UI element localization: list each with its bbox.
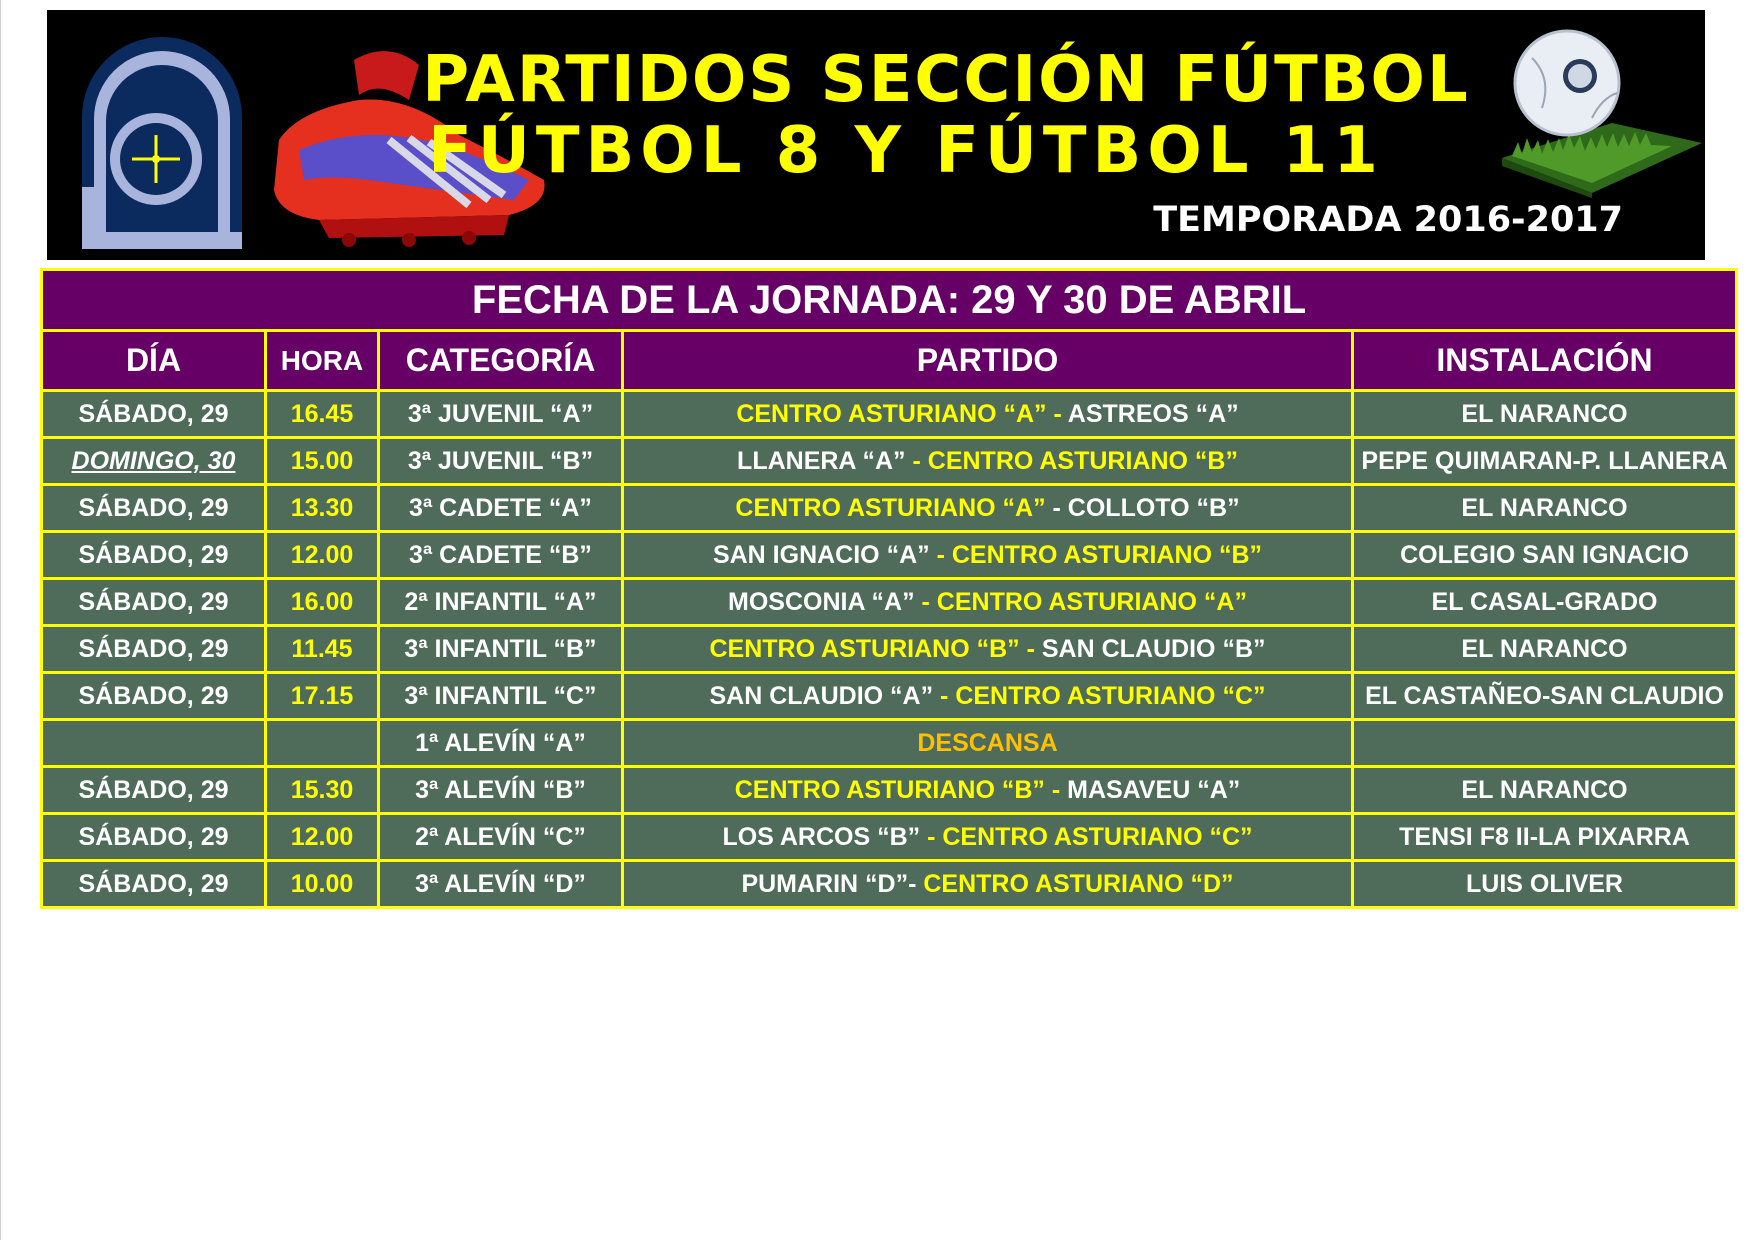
cell-instalacion: EL NARANCO xyxy=(1353,391,1737,438)
match-home-team: LLANERA “A” xyxy=(737,446,913,475)
schedule-table xyxy=(40,268,1738,909)
cell-categoria: 3ª INFANTIL “C” xyxy=(379,673,623,720)
cell-dia: SÁBADO, 29 xyxy=(42,814,266,861)
cell-dia: SÁBADO, 29 xyxy=(42,626,266,673)
football-on-grass-icon xyxy=(1492,28,1705,198)
cell-categoria: 3ª INFANTIL “B” xyxy=(379,626,623,673)
table-row xyxy=(42,720,1737,767)
title-line-2: FÚTBOL 8 Y FÚTBOL 11 xyxy=(428,114,1384,188)
table-row xyxy=(42,814,1737,861)
matchday-date-header: FECHA DE LA JORNADA: 29 Y 30 DE ABRIL xyxy=(42,270,1737,331)
cell-hora: 16.00 xyxy=(266,579,379,626)
cell-partido xyxy=(623,767,1353,814)
cell-categoria: 2ª ALEVÍN “C” xyxy=(379,814,623,861)
cell-categoria: 3ª ALEVÍN “B” xyxy=(379,767,623,814)
cell-hora: 16.45 xyxy=(266,391,379,438)
cell-instalacion: TENSI F8 II-LA PIXARRA xyxy=(1353,814,1737,861)
cell-categoria: 3ª JUVENIL “A” xyxy=(379,391,623,438)
match-away-team: MASAVEU “A” xyxy=(1060,775,1241,804)
cell-partido xyxy=(623,438,1353,485)
cell-partido xyxy=(623,814,1353,861)
match-home-team: CENTRO ASTURIANO “A” - xyxy=(736,399,1062,428)
table-row xyxy=(42,485,1737,532)
cell-hora xyxy=(266,720,379,767)
table-row xyxy=(42,579,1737,626)
match-away-team: - CENTRO ASTURIANO “B” xyxy=(912,446,1238,475)
table-row xyxy=(42,673,1737,720)
cell-instalacion: COLEGIO SAN IGNACIO xyxy=(1353,532,1737,579)
cell-instalacion: EL NARANCO xyxy=(1353,767,1737,814)
cell-categoria: 2ª INFANTIL “A” xyxy=(379,579,623,626)
header-banner xyxy=(47,10,1705,260)
cell-dia: DOMINGO, 30 xyxy=(42,438,266,485)
match-away-team: - CENTRO ASTURIANO “B” xyxy=(936,540,1263,569)
cell-categoria: 1ª ALEVÍN “A” xyxy=(379,720,623,767)
cell-partido-rest: DESCANSA xyxy=(623,720,1353,767)
table-row xyxy=(42,391,1737,438)
match-home-team: CENTRO ASTURIANO “B” - xyxy=(734,775,1061,804)
title-line-1: PARTIDOS SECCIÓN FÚTBOL xyxy=(422,43,1470,117)
table-row xyxy=(42,626,1737,673)
cell-categoria: 3ª ALEVÍN “D” xyxy=(379,861,623,908)
cell-partido xyxy=(623,485,1353,532)
cell-dia: SÁBADO, 29 xyxy=(42,861,266,908)
match-home-team: SAN CLAUDIO “A” xyxy=(709,681,941,710)
cell-dia: SÁBADO, 29 xyxy=(42,391,266,438)
match-home-team: MOSCONIA “A” xyxy=(728,587,922,616)
cell-hora: 13.30 xyxy=(266,485,379,532)
column-header-dia: DÍA xyxy=(42,331,266,391)
cell-hora: 17.15 xyxy=(266,673,379,720)
cell-partido xyxy=(623,579,1353,626)
cell-instalacion: EL CASAL-GRADO xyxy=(1353,579,1737,626)
cell-instalacion: PEPE QUIMARAN-P. LLANERA xyxy=(1353,438,1737,485)
cell-dia xyxy=(42,720,266,767)
cell-instalacion: EL NARANCO xyxy=(1353,485,1737,532)
cell-partido xyxy=(623,391,1353,438)
cell-categoria: 3ª CADETE “A” xyxy=(379,485,623,532)
match-home-team: SAN IGNACIO “A” xyxy=(712,540,937,569)
column-header-hora: HORA xyxy=(266,331,379,391)
table-row xyxy=(42,438,1737,485)
match-home-team: CENTRO ASTURIANO “B” - xyxy=(709,634,1035,663)
cell-categoria: 3ª JUVENIL “B” xyxy=(379,438,623,485)
cell-partido xyxy=(623,861,1353,908)
match-home-team: CENTRO ASTURIANO “A” xyxy=(735,493,1046,522)
cell-partido xyxy=(623,673,1353,720)
match-home-team: LOS ARCOS “B” xyxy=(722,822,928,851)
cell-hora: 10.00 xyxy=(266,861,379,908)
match-away-team: SAN CLAUDIO “B” xyxy=(1034,634,1266,663)
cell-instalacion: LUIS OLIVER xyxy=(1353,861,1737,908)
cell-dia: SÁBADO, 29 xyxy=(42,673,266,720)
cell-hora: 15.00 xyxy=(266,438,379,485)
page-left-rule xyxy=(0,0,1,1240)
cell-instalacion xyxy=(1353,720,1737,767)
match-away-team: CENTRO ASTURIANO “D” xyxy=(923,869,1234,898)
column-header-instalacion: INSTALACIÓN xyxy=(1353,331,1737,391)
cell-dia: SÁBADO, 29 xyxy=(42,767,266,814)
cell-dia: SÁBADO, 29 xyxy=(42,485,266,532)
table-row xyxy=(42,532,1737,579)
cell-partido xyxy=(623,626,1353,673)
match-away-team: - CENTRO ASTURIANO “C” xyxy=(927,822,1253,851)
cell-hora: 12.00 xyxy=(266,814,379,861)
cell-hora: 15.30 xyxy=(266,767,379,814)
cell-partido xyxy=(623,532,1353,579)
cell-instalacion: EL NARANCO xyxy=(1353,626,1737,673)
match-away-team: ASTREOS “A” xyxy=(1061,399,1239,428)
cell-instalacion: EL CASTAÑEO-SAN CLAUDIO xyxy=(1353,673,1737,720)
cell-hora: 11.45 xyxy=(266,626,379,673)
column-header-partido: PARTIDO xyxy=(623,331,1353,391)
match-away-team: - COLLOTO “B” xyxy=(1045,493,1240,522)
column-header-categoria: CATEGORÍA xyxy=(379,331,623,391)
table-row xyxy=(42,767,1737,814)
match-away-team: - CENTRO ASTURIANO “A” xyxy=(921,587,1247,616)
cell-categoria: 3ª CADETE “B” xyxy=(379,532,623,579)
cell-dia: SÁBADO, 29 xyxy=(42,579,266,626)
table-row xyxy=(42,861,1737,908)
cell-hora: 12.00 xyxy=(266,532,379,579)
match-home-team: PUMARIN “D”- xyxy=(741,869,924,898)
season-label: TEMPORADA 2016-2017 xyxy=(1153,200,1623,240)
match-away-team: - CENTRO ASTURIANO “C” xyxy=(940,681,1266,710)
cell-dia: SÁBADO, 29 xyxy=(42,532,266,579)
